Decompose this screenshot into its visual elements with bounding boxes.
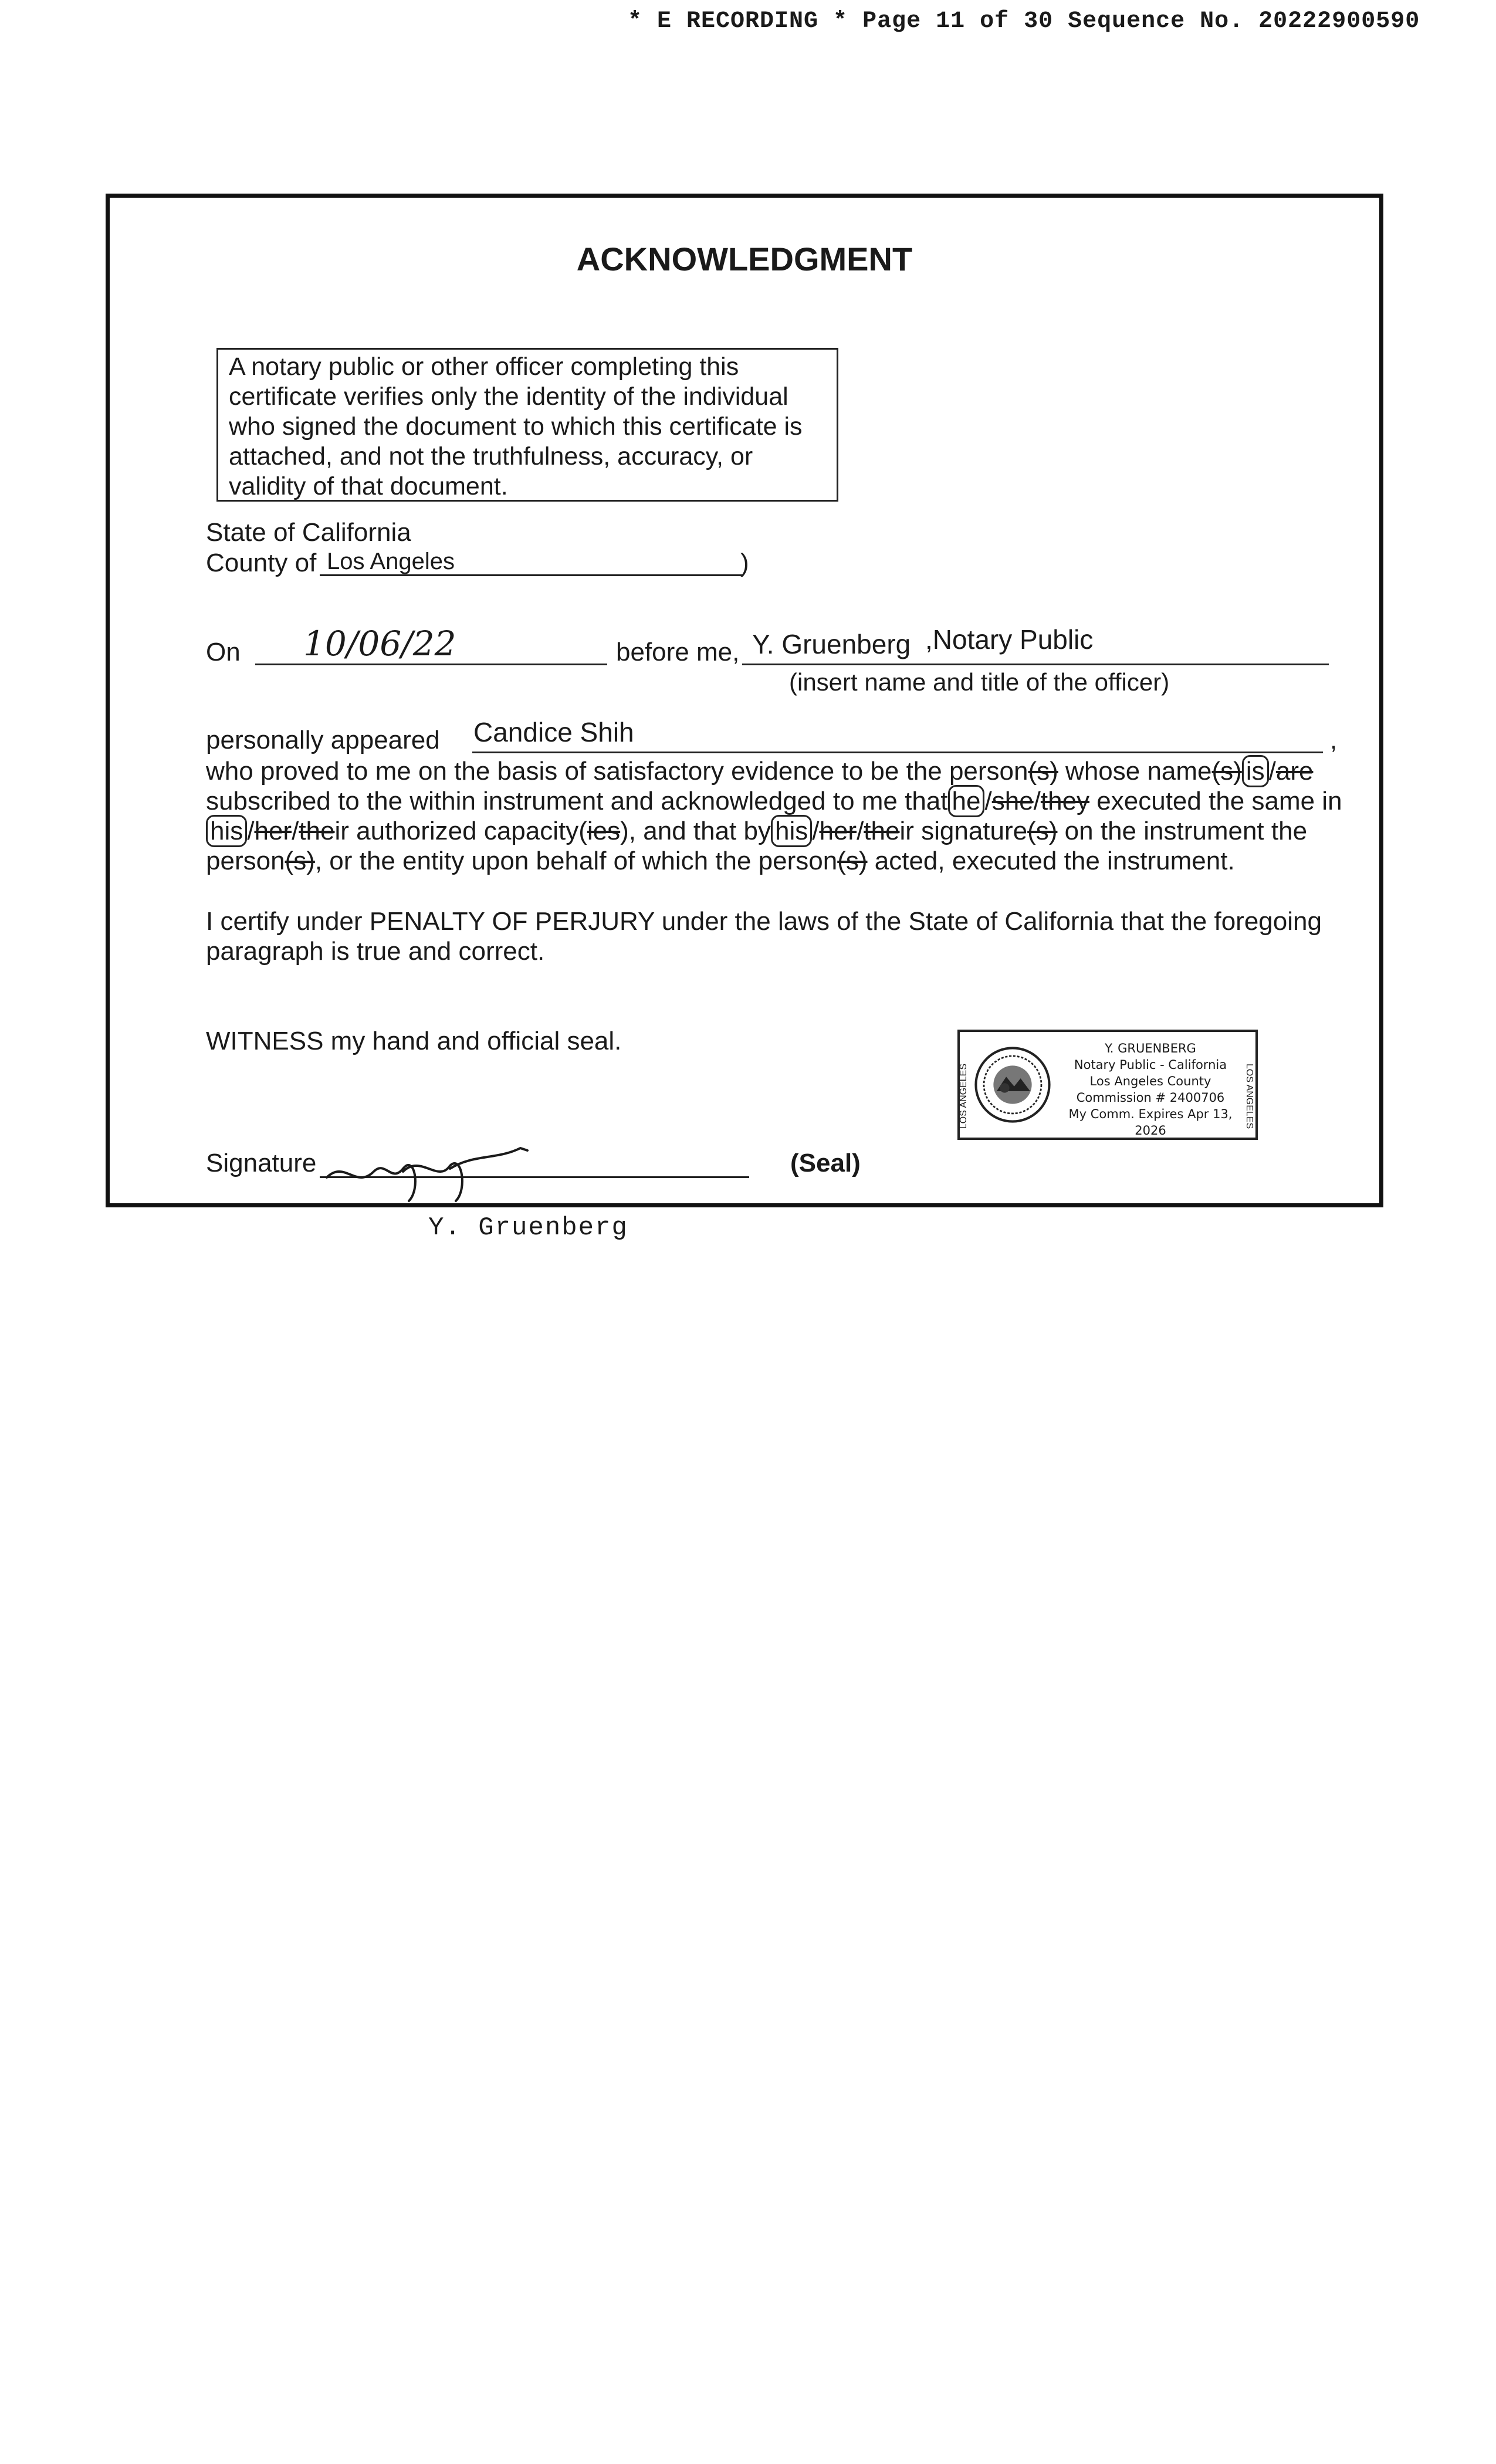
seal-line: Commission # 2400706 (1076, 1091, 1225, 1105)
recording-header: * E RECORDING * Page 11 of 30 Sequence No. 20222900590 (628, 8, 1420, 35)
notice-line: validity of that document. (229, 472, 508, 500)
officer-hint: (insert name and title of the officer) (789, 668, 1170, 696)
notice-box (216, 348, 838, 502)
notice-line: certificate verifies only the identity of the individual (229, 383, 788, 411)
certify-line-1: I certify under PENALTY OF PERJURY under the laws of the State of California that the foregoing (206, 907, 1322, 936)
seal-line: Notary Public - California (1074, 1058, 1227, 1072)
notice-line: attached, and not the truthfulness, accuracy, or (229, 442, 753, 471)
state-label: State of California (206, 518, 411, 547)
appeared-label: personally appeared (206, 726, 440, 754)
appeared-comma: , (1330, 726, 1338, 754)
appeared-name: Candice Shih (473, 717, 634, 747)
seal-side-text-right: LOS ANGELES (1244, 1064, 1254, 1129)
seal-line: Y. GRUENBERG (1105, 1041, 1196, 1055)
seal-side-text-left: LOS ANGELES (959, 1064, 969, 1129)
circled-is: is (1242, 755, 1269, 787)
evidence-line-3: his /her/their authorized capacity(ies), and that by his /her/their signature(s) on the instrument the (206, 816, 1307, 846)
on-label: On (206, 638, 241, 666)
certify-line-2: paragraph is true and correct. (206, 937, 545, 966)
handwritten-signature (321, 1136, 556, 1207)
notice-line: who signed the document to which this certificate is (229, 412, 803, 441)
evidence-line-4: person(s), or the entity upon behalf of which the person(s) acted, executed the instrument. (206, 847, 1235, 875)
notary-seal (957, 1030, 1258, 1140)
appeared-underline (472, 752, 1323, 753)
evidence-line-1: who proved to me on the basis of satisfactory evidence to be the person(s) whose name(s) is /are (206, 756, 1313, 786)
circled-he: he (948, 785, 985, 817)
circled-his: his (206, 815, 247, 847)
circled-his-2: his (771, 815, 812, 847)
seal-text (1054, 1040, 1247, 1139)
notice-line: A notary public or other officer completing this (229, 353, 739, 381)
date-underline (255, 664, 607, 665)
seal-line: Los Angeles County (1089, 1074, 1211, 1088)
acknowledgment-form (106, 194, 1383, 1207)
seal-line: My Comm. Expires Apr 13, 2026 (1068, 1107, 1233, 1138)
county-close-paren: ) (740, 549, 749, 577)
signature-label: Signature (206, 1149, 317, 1177)
officer-name: Y. Gruenberg (752, 629, 911, 659)
evidence-line-2: subscribed to the within instrument and acknowledged to me that he /she/they executed the same in (206, 786, 1342, 816)
county-label: County of (206, 549, 317, 577)
state-seal-icon (973, 1045, 1052, 1125)
form-title: ACKNOWLEDGMENT (576, 241, 913, 277)
officer-underline (742, 664, 1329, 665)
before-me-label: before me, (616, 638, 740, 666)
county-value: Los Angeles (327, 549, 455, 574)
printed-signer-name: Y. Gruenberg (428, 1213, 628, 1243)
officer-title: ,Notary Public (925, 624, 1094, 655)
seal-label: (Seal) (790, 1149, 861, 1177)
date-handwritten: 10/06/22 (303, 624, 456, 664)
witness-label: WITNESS my hand and official seal. (206, 1027, 622, 1055)
